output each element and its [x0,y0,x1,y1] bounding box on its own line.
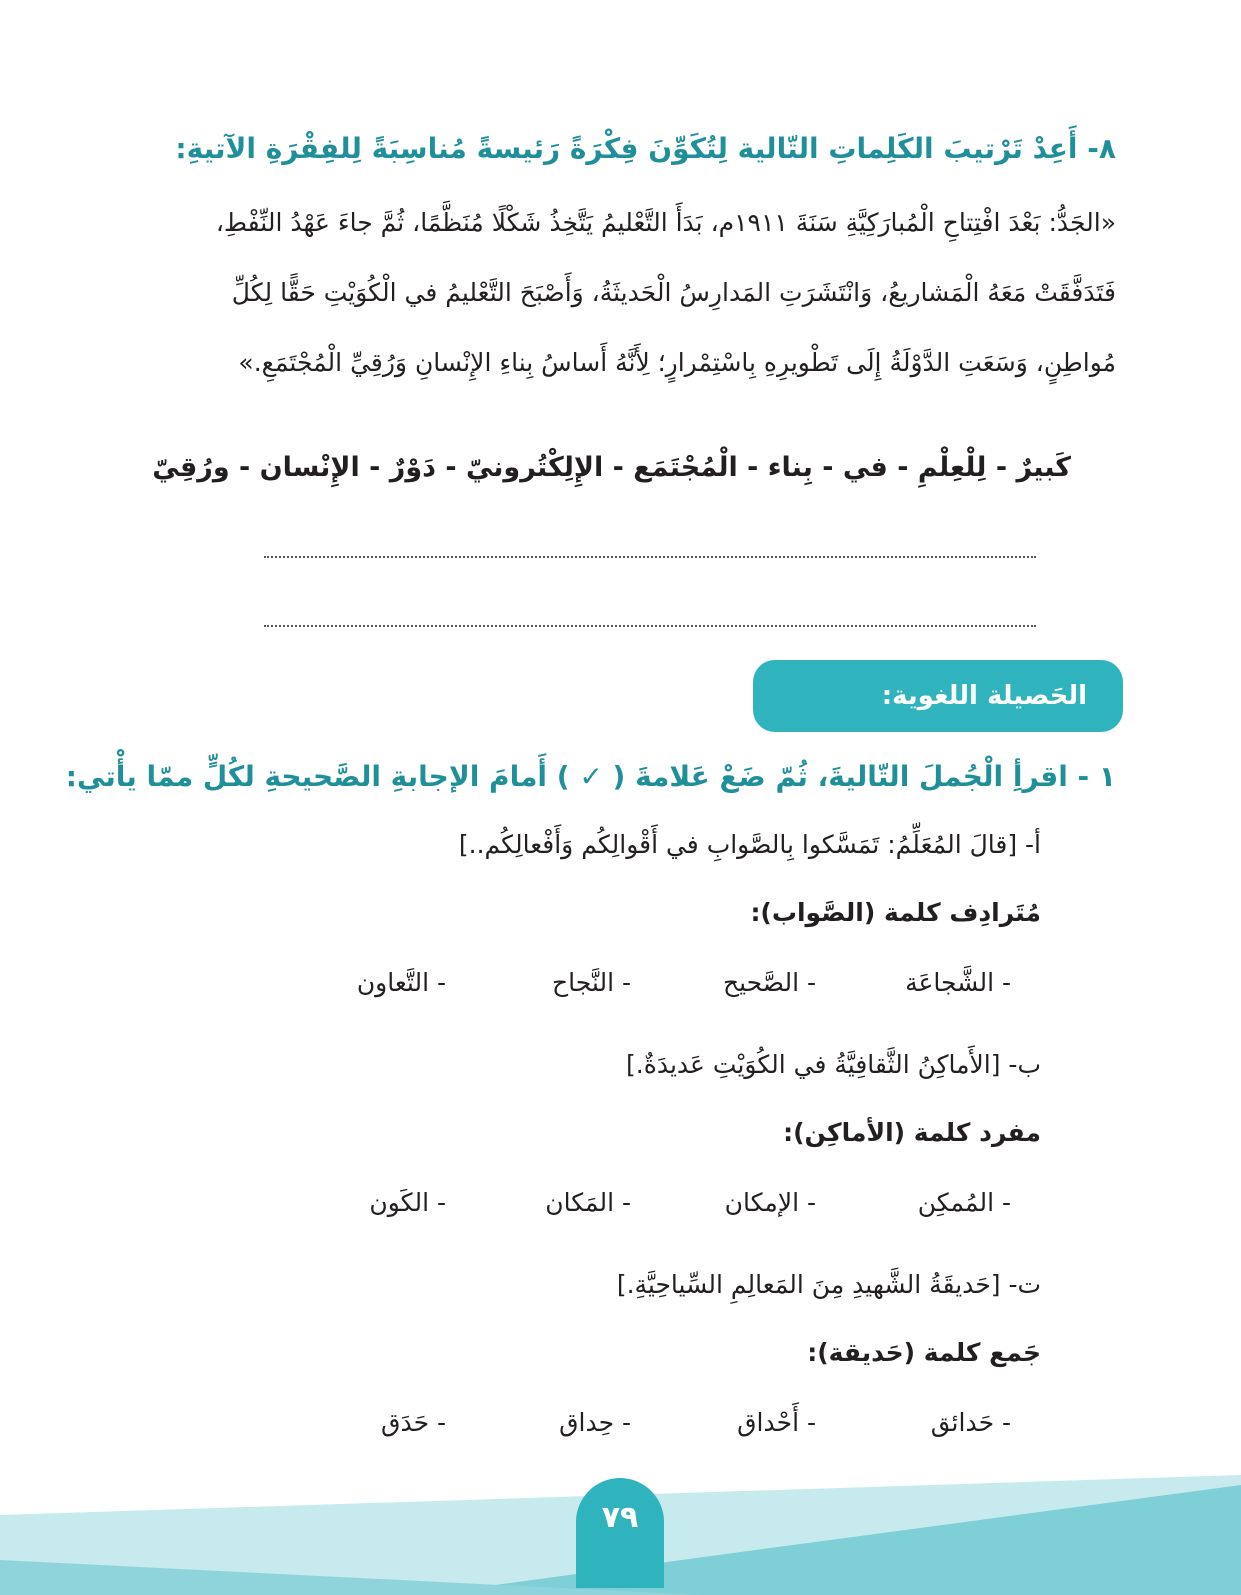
item-t-option-3[interactable]: - حِداق [559,1408,631,1437]
item-a-sentence: أ- [قالَ المُعَلِّمُ: تَمَسَّكوا بِالصَّوابِ في أَقْوالِكُم وَأَفْعالِكُم..] [458,830,1041,859]
item-b-option-1[interactable]: - المُمكِن [917,1188,1011,1217]
item-b-option-4[interactable]: - الكَون [369,1188,446,1217]
item-a-option-2[interactable]: - الصَّحيح [722,968,816,997]
item-b-prompt: مفرد كلمة (الأماكِن): [783,1118,1041,1147]
item-t-sentence: ت- [حَديقَةُ الشَّهيدِ مِنَ المَعالِمِ السِّياحِيَّةِ.] [616,1270,1041,1299]
item-a-option-3[interactable]: - النَّجاح [552,968,631,997]
answer-line-1[interactable] [264,556,1036,558]
item-b-option-3[interactable]: - المَكان [545,1188,631,1217]
item-t-prompt: جَمع كلمة (حَديقة): [807,1338,1041,1367]
question-8-title: ٨- أَعِدْ تَرْتيبَ الكَلِماتِ التّالية لِتُكَوِّنَ فِكْرَةً رَئيسةً مُناسِبَةً لِلفِقْرَةِ الآتيةِ: [175,132,1116,165]
page-number-badge [576,1478,664,1588]
item-b-sentence: ب- [الأَماكِنُ الثَّقافِيَّةُ في الكُوَيْتِ عَديدَةٌ.] [626,1050,1041,1079]
paragraph-line-1: «الجَدُّ: بَعْدَ افْتِتاحِ الْمُبارَكِيَّةِ سَنَةَ ١٩١١م، بَدَأَ التَّعْليمُ يَتَّخِذُ شَكْلًا مُنَظَّمًا، ثُمَّ جاءَ عَهْدُ النِّفْطِ، [215,208,1116,237]
question-1-title: ١ - اقرأِ الْجُملَ التّاليةَ، ثُمّ ضَعْ عَلامةَ ( ✓ ) أَمامَ الإجابةِ الصَّحيحةِ لكُلٍّ ممّا يأْتي: [65,760,1116,793]
answer-line-2[interactable] [264,625,1036,627]
word-bank: كَبيرٌ - لِلْعِلْمِ - في - بِناء - الْمُجْتَمَع - الإِلِكْتُرونيّ - دَوْرٌ - الإِنْسان - ورُقِيّ [152,452,1071,483]
item-b-option-2[interactable]: - الإمكان [724,1188,816,1217]
paragraph-line-3: مُواطِنٍ، وَسَعَتِ الدَّوْلَةُ إِلَى تَطْويرِهِ بِاسْتِمْرارٍ؛ لِأَنَّهُ أَساسُ بِناءِ الإِنْسانِ وَرُقِيِّ الْمُجْتَمَعِ.» [238,348,1116,377]
item-a-prompt: مُتَرادِف كلمة (الصَّواب): [750,898,1041,927]
item-t-option-1[interactable]: - حَدائق [930,1408,1011,1437]
section-header-label: الحَصيلة اللغوية: [881,681,1087,711]
item-t-option-2[interactable]: - أَحْداق [737,1408,816,1437]
page-number: ٧٩ [601,1500,639,1535]
paragraph-line-2: فَتَدَفَّقَتْ مَعَهُ الْمَشاريعُ، وَانْتَشَرَتِ المَدارِسُ الْحَديثَةُ، وَأَصْبَحَ التَّعْليمُ في الْكُوَيْتِ حَقًّا لِكُلِّ [231,278,1116,307]
item-a-option-1[interactable]: - الشَّجاعَة [905,968,1011,997]
item-t-option-4[interactable]: - حَدَق [381,1408,446,1437]
item-a-option-4[interactable]: - التَّعاون [356,968,446,997]
section-header-tab [753,660,1123,732]
